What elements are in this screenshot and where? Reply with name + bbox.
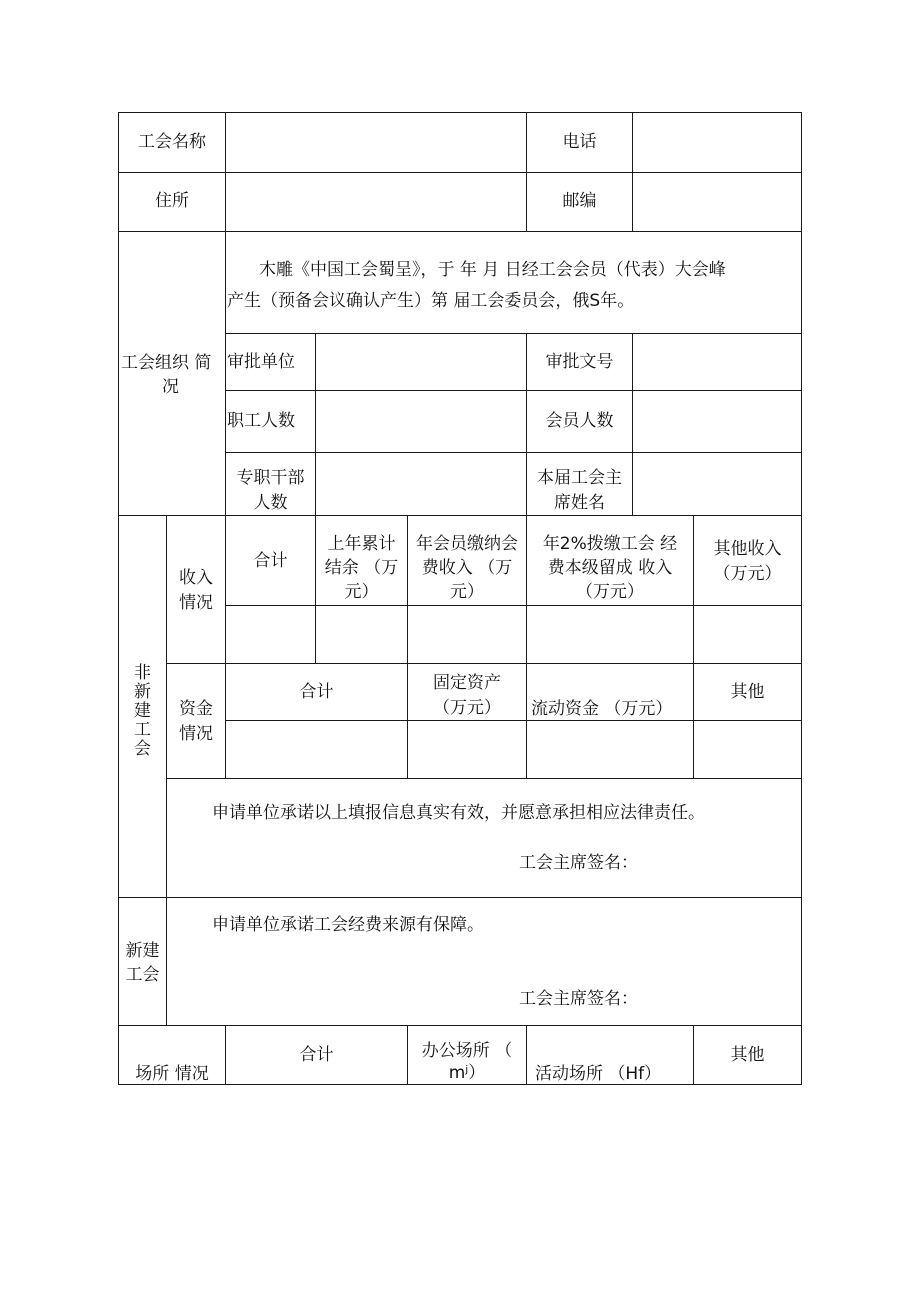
fulltime-cadre-line2: 人数 [253, 493, 288, 513]
non-new-char-1: 非 [134, 663, 151, 683]
funds-current-header: 流动资金 （万元） [531, 699, 673, 719]
venue-other-header: 其他 [730, 1045, 765, 1065]
income-col5-line1: 其他收入 [713, 539, 782, 559]
address-label: 住所 [155, 191, 189, 211]
fulltime-cadre-line1: 专职干部 [236, 468, 305, 488]
income-col5-line2: （万元） [713, 564, 782, 584]
income-label-line2: 情况 [179, 593, 213, 613]
non-new-char-3: 建 [134, 701, 151, 721]
non-new-char-2: 新 [134, 682, 151, 702]
postcode-label: 邮编 [562, 191, 597, 211]
org-description-line1: 木雕《中国工会蜀呈》，于 年 月 日经工会会员（代表）大会峰 [259, 260, 726, 280]
income-col3-line1: 年会员缴纳会 [416, 534, 518, 554]
venue-label: 场所 情况 [135, 1064, 209, 1084]
approval-doc-label: 审批文号 [545, 352, 614, 372]
union-name-label: 工会名称 [138, 132, 206, 152]
staff-count-label: 职工人数 [227, 411, 295, 431]
phone-label: 电话 [562, 132, 597, 152]
pledge-statement-2: 申请单位承诺工会经费来源有保障。 [212, 915, 484, 935]
new-union-label-line2: 工会 [125, 965, 160, 985]
funds-fixed-line1: 固定资产 [433, 673, 501, 693]
funds-other-header: 其他 [730, 682, 765, 702]
income-col2-line3: 元） [344, 582, 379, 602]
org-label-line2: 况 [162, 377, 179, 397]
venue-office-line2: mʲ） [448, 1063, 486, 1083]
member-count-label: 会员人数 [545, 411, 614, 431]
chair-signature-label-2: 工会主席签名： [519, 989, 638, 1009]
income-col4-line2: 费本级留成 收入 [547, 558, 673, 578]
income-col2-line1: 上年累计 [327, 534, 396, 554]
pledge-statement-1: 申请单位承诺以上填报信息真实有效，并愿意承担相应法律责任。 [212, 803, 705, 823]
org-label-line1: 工会组织 简 [121, 353, 212, 373]
income-col3-line3: 元） [450, 582, 484, 602]
org-description [227, 255, 801, 317]
new-union-label-line1: 新建 [125, 941, 160, 961]
org-description-line2: 产生（预备会议确认产生）第 届工会委员会，俄S年。 [227, 291, 635, 311]
income-col3-line2: 费收入 （万 [421, 558, 513, 578]
chair-signature-label-1: 工会主席签名： [519, 853, 638, 873]
venue-total-header: 合计 [299, 1045, 334, 1065]
income-col4-line1: 年2%拨缴工会 经 [542, 534, 678, 554]
funds-total-header: 合计 [299, 682, 334, 702]
approval-unit-label: 审批单位 [227, 352, 295, 372]
non-new-char-4: 工 [134, 720, 151, 740]
chair-name-line2: 席姓名 [554, 493, 605, 513]
venue-office-line1: 办公场所 （ [421, 1041, 513, 1061]
funds-label-line2: 情况 [179, 724, 213, 744]
income-col4-line3: （万元） [576, 582, 644, 602]
income-col2-line2: 结余 （万 [324, 558, 399, 578]
chair-name-line1: 本届工会主 [537, 468, 622, 488]
income-label-line1: 收入 [179, 568, 213, 588]
venue-activity-header: 活动场所 （Hf） [535, 1064, 662, 1084]
income-total-header: 合计 [253, 551, 288, 571]
funds-fixed-line2: （万元） [433, 698, 501, 718]
non-new-char-5: 会 [134, 739, 151, 759]
funds-label-line1: 资金 [179, 699, 213, 719]
